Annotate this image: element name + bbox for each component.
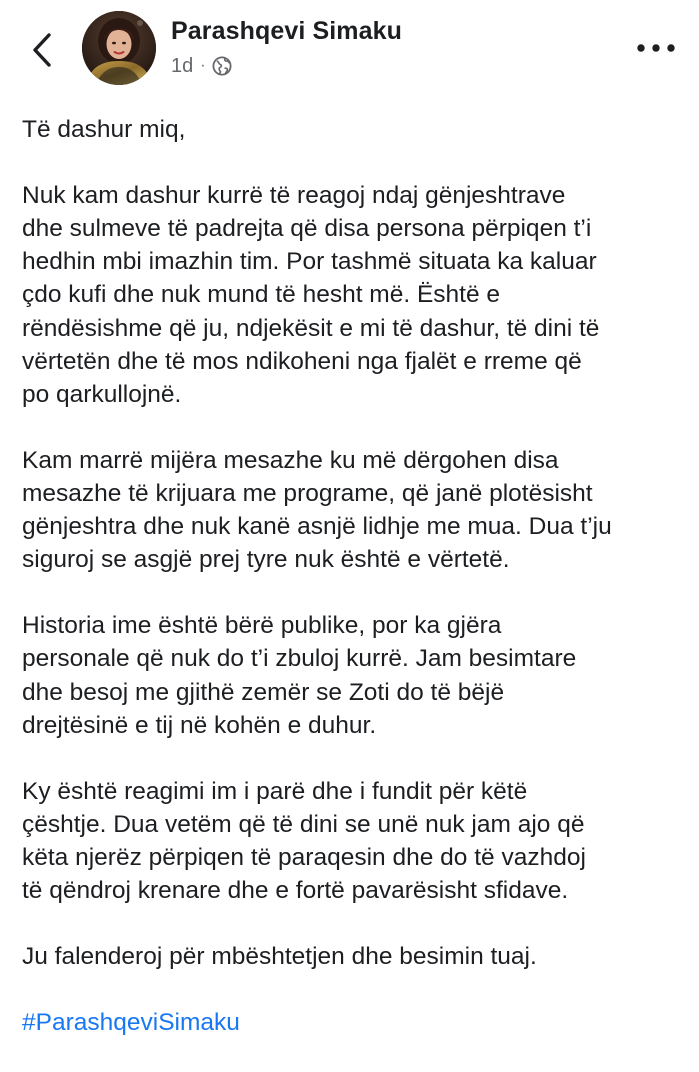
more-horizontal-icon xyxy=(636,43,676,53)
post-header xyxy=(0,0,699,96)
post-paragraph-4: Ky është reagimi im i parë dhe i fundit për këtë çështje. Dua vetëm që të dini se unë nuk jam ajo që këta njerëz përpiqen të paraqesin dhe do të vazhdoj të qëndroj krenare dhe e fortë pavarësisht sfidave. xyxy=(22,777,586,905)
post-timestamp[interactable]: 1d xyxy=(171,54,194,77)
meta-separator: · xyxy=(200,57,206,74)
post-paragraph-3: Historia ime është bërë publike, por ka gjëra personale që nuk do t’i zbuloj kurrë. Jam besimtare dhe besoj me gjithë zemër se Zoti do të bëjë drejtësinë e tij në kohën e duhur. xyxy=(22,612,577,739)
more-options-button[interactable] xyxy=(634,30,678,66)
hashtag-link[interactable]: #ParashqeviSimaku xyxy=(22,1008,240,1036)
hashtag-line xyxy=(22,1006,694,1039)
back-button[interactable] xyxy=(22,24,62,76)
globe-icon[interactable] xyxy=(212,56,232,76)
post-paragraph-greeting: Të dashur miq, xyxy=(22,116,186,143)
post-paragraph-1: Nuk kam dashur kurrë të reagoj ndaj gënjeshtrave dhe sulmeve të padrejta që disa persona përpiqen t’i hedhin mbi imazhin tim. Por tashmë situata ka kaluar çdo kufi dhe nuk mund të hesht më. Është e rëndësishme që ju, ndjekësit e mi të dashur, të dini të vërtetën dhe të mos ndikoheni nga fjalët e rreme që po qarkullojnë. xyxy=(22,181,600,409)
post-body xyxy=(22,113,694,1072)
post-meta xyxy=(171,53,232,79)
chevron-left-icon xyxy=(31,32,53,68)
author-avatar[interactable] xyxy=(82,11,156,85)
post-paragraph-2: Kam marrë mijëra mesazhe ku më dërgohen disa mesazhe të krijuara me programe, që janë plotësisht gënjeshtra dhe nuk kanë asnjë lidhje me mua. Dua t’ju siguroj se asgjë prej tyre nuk është e vërtetë. xyxy=(22,446,612,574)
author-name[interactable]: Parashqevi Simaku xyxy=(171,17,402,45)
post-paragraph-closing: Ju falenderoj për mbështetjen dhe besimin tuaj. xyxy=(22,943,537,971)
avatar-photo xyxy=(82,11,156,85)
